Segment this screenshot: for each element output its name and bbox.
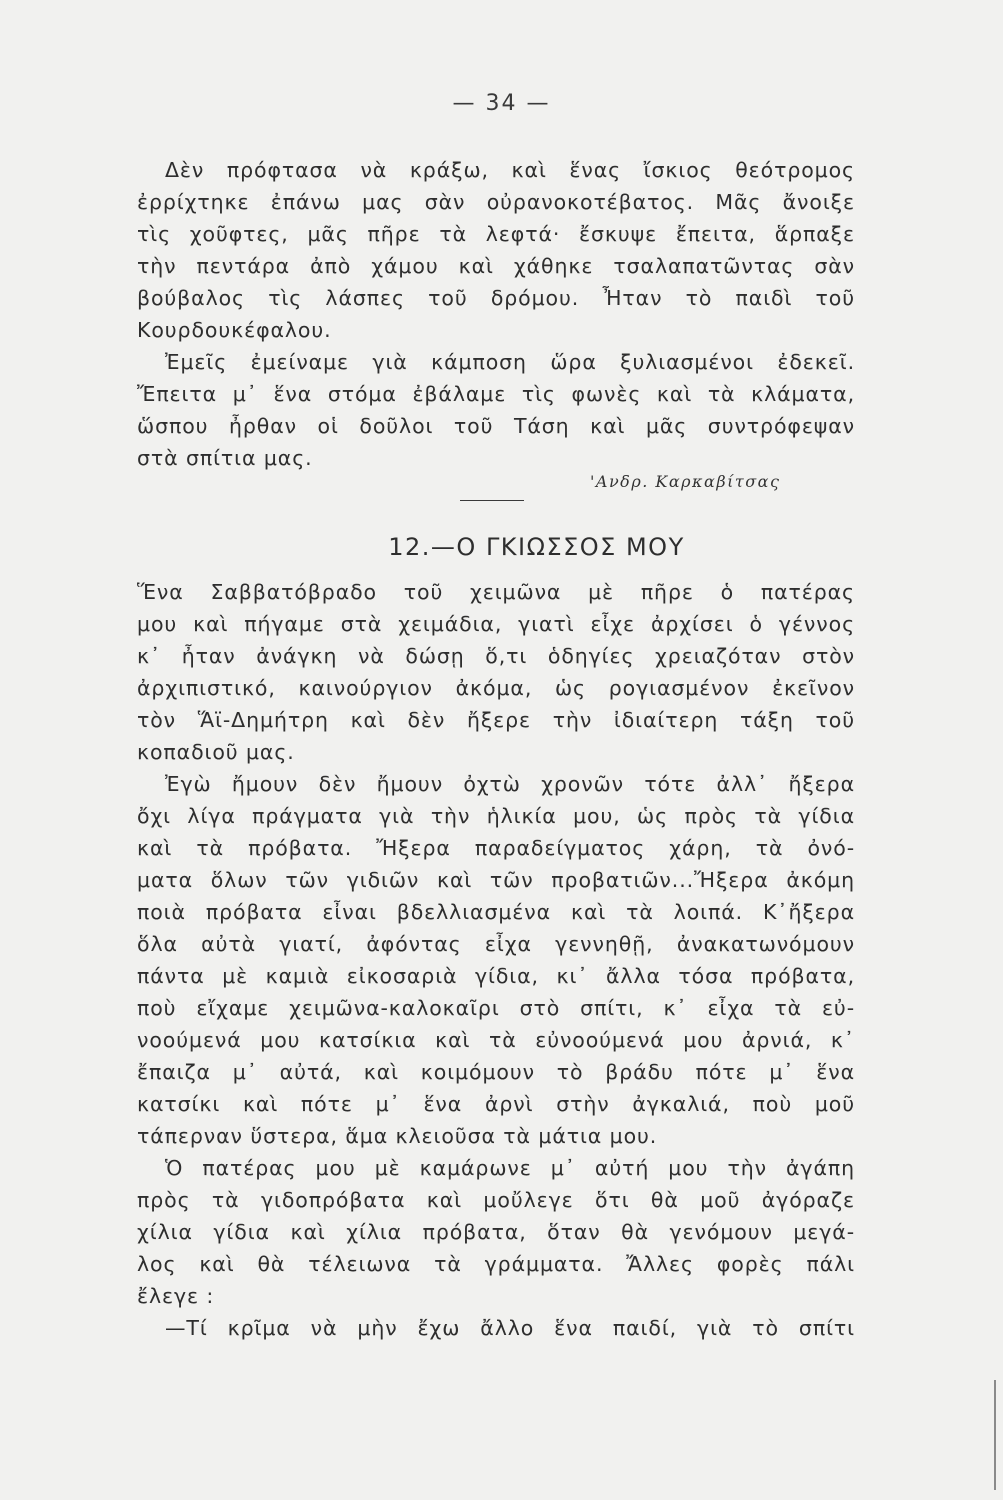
text-line: Ἐμεῖς ἐμείναμε γιὰ κάμποση ὥρα ξυλιασμένοι ἐδεκεῖ. — [165, 350, 855, 374]
text-line: ποὺ εἴχαμε χειμῶνα-καλοκαῖρι στὸ σπίτι, κ᾽ εἶχα τὰ εὐ- — [137, 996, 855, 1020]
text-line: νοούμενά μου κατσίκια καὶ τὰ εὐνοούμενά μου ἀρνιά, κ᾽ — [137, 1028, 855, 1052]
text-line: τάπερναν ὕστερα, ἅμα κλειοῦσα τὰ μάτια μου. — [137, 1124, 658, 1148]
text-line: τὴν πεντάρα ἀπὸ χάμου καὶ χάθηκε τσαλαπατῶντας σὰν — [137, 254, 855, 278]
text-line: Ὁ πατέρας μου μὲ καμάρωνε μ᾽ αὐτή μου τὴν ἀγάπη — [165, 1156, 855, 1180]
text-line: Κουρδουκέφαλου. — [137, 318, 332, 342]
text-line: ματα ὅλων τῶν γιδιῶν καὶ τῶν προβατιῶν...Ἤξερα ἀκόμη — [137, 868, 855, 892]
text-line: πρὸς τὰ γιδοπρόβατα καὶ μοὔλεγε ὅτι θὰ μοῦ ἀγόραζε — [137, 1188, 855, 1212]
scan-edge-mark — [994, 1380, 996, 1490]
text-line: λος καὶ θὰ τέλειωνα τὰ γράμματα. Ἄλλες φορὲς πάλι — [137, 1252, 855, 1276]
text-line: βούβαλος τὶς λάσπες τοῦ δρόμου. Ἦταν τὸ παιδὶ τοῦ — [137, 286, 855, 310]
text-line: Ἔπειτα μ᾽ ἕνα στόμα ἐβάλαμε τὶς φωνὲς καὶ τὰ κλάματα, — [137, 382, 855, 406]
text-line: τὶς χοῦφτες, μᾶς πῆρε τὰ λεφτά· ἔσκυψε ἔπειτα, ἅρπαξε — [137, 222, 855, 246]
text-line: ἐρρίχτηκε ἐπάνω μας σὰν οὐρανοκοτέβατος. Μᾶς ἄνοιξε — [137, 190, 855, 214]
text-line: ὅλα αὐτὰ γιατί, ἀφόντας εἶχα γεννηθῇ, ἀνακατωνόμουν — [137, 932, 855, 956]
text-line: τὸν Ἅϊ-Δημήτρη καὶ δὲν ἤξερε τὴν ἰδιαίτερη τάξη τοῦ — [137, 708, 855, 732]
text-line: ὄχι λίγα πράγματα γιὰ τὴν ἡλικία μου, ὡς πρὸς τὰ γίδια — [137, 804, 855, 828]
text-line: ἔλεγε : — [137, 1284, 215, 1308]
page-number: — 34 — — [452, 91, 551, 116]
text-line: καὶ τὰ πρόβατα. Ἤξερα παραδείγματος χάρη, τὰ ὀνό- — [137, 836, 855, 860]
text-line: χίλια γίδια καὶ χίλια πρόβατα, ὅταν θὰ γενόμουν μεγά- — [137, 1220, 855, 1244]
text-line: ὥσπου ἦρθαν οἱ δοῦλοι τοῦ Τάση καὶ μᾶς συντρόφεψαν — [137, 414, 855, 438]
section-divider — [460, 500, 524, 501]
text-line: στὰ σπίτια μας. — [137, 446, 313, 470]
text-line: μου καὶ πήγαμε στὰ χειμάδια, γιατὶ εἶχε ἀρχίσει ὁ γέννος — [137, 612, 855, 636]
text-line: κατσίκι καὶ πότε μ᾽ ἕνα ἀρνὶ στὴν ἀγκαλιά, ποὺ μοῦ — [137, 1092, 855, 1116]
text-line: Ἕνα Σαββατόβραδο τοῦ χειμῶνα μὲ πῆρε ὁ πατέρας — [137, 580, 855, 604]
text-line: —Τί κρῖμα νὰ μὴν ἔχω ἄλλο ἕνα παιδί, γιὰ τὸ σπίτι — [165, 1316, 855, 1340]
text-line: κοπαδιοῦ μας. — [137, 740, 295, 764]
section-title: 12.—Ο ΓΚΙΩΣΣΟΣ ΜΟΥ — [388, 533, 685, 561]
text-line: ἔπαιζα μ᾽ αὐτά, καὶ κοιμόμουν τὸ βράδυ πότε μ᾽ ἕνα — [137, 1060, 855, 1084]
text-line: κ᾽ ἦταν ἀνάγκη νὰ δώσῃ ὅ,τι ὁδηγίες χρειαζόταν στὸν — [137, 644, 855, 668]
text-line: Ἐγὼ ἤμουν δὲν ἤμουν ὀχτὼ χρονῶν τότε ἀλλ᾽ ἤξερα — [165, 772, 855, 796]
text-line: Δὲν πρόφτασα νὰ κράξω, καὶ ἕνας ἴσκιος θεότρομος — [165, 158, 855, 182]
text-line: πάντα μὲ καμιὰ εἰκοσαριὰ γίδια, κι᾽ ἄλλα τόσα πρόβατα, — [137, 964, 855, 988]
text-line: ποιὰ πρόβατα εἶναι βδελλιασμένα καὶ τὰ λοιπά. Κ᾽ἤξερα — [137, 900, 855, 924]
author-signature: 'Ανδρ. Καρκαβίτσας — [590, 472, 781, 491]
text-line: ἀρχιπιστικό, καινούργιον ἀκόμα, ὡς ρογιασμένον ἐκεῖνον — [137, 676, 855, 700]
